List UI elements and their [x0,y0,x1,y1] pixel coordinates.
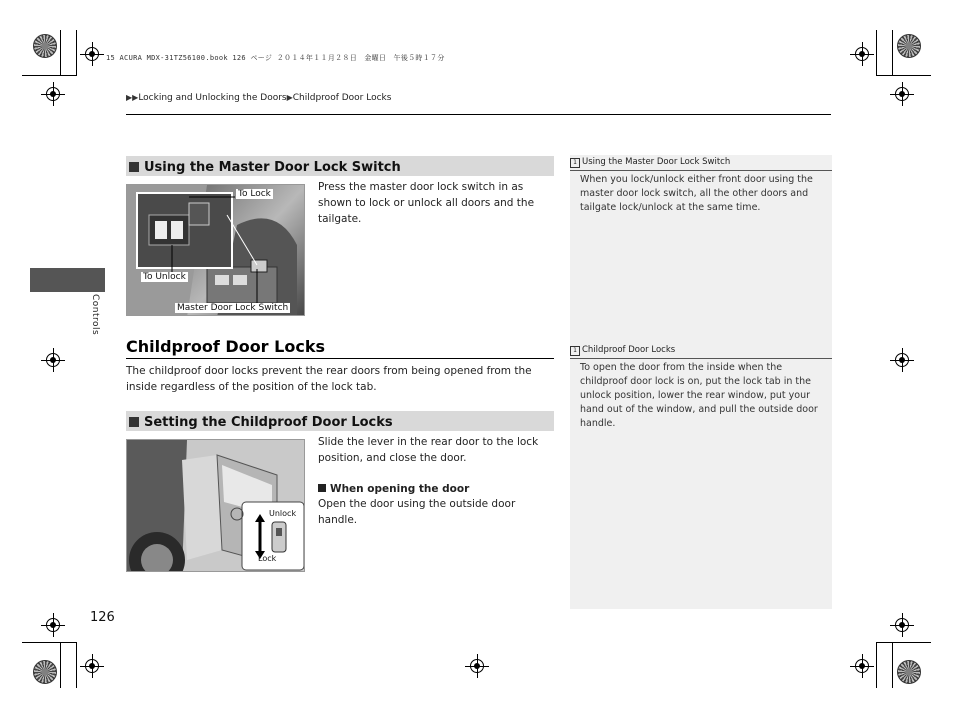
registration-rosette-icon [897,34,921,58]
square-bullet-icon [129,162,139,172]
registration-mark-icon [46,618,60,632]
registration-mark-icon [895,87,909,101]
master-switch-body: Press the master door lock switch in as shown to lock or unlock all doors and the tailgate. [318,181,535,225]
section-tab[interactable] [30,268,105,292]
registration-rosette-icon [33,34,57,58]
door-switch-illustration [127,185,305,316]
registration-mark-icon [470,659,484,673]
unlock-callout: Unlock [269,509,297,518]
page-number: 126 [90,610,115,625]
registration-rosette-icon [33,660,57,684]
arrow-icon: ▶ [286,93,293,102]
rear-door-illustration [127,440,305,572]
registration-mark-icon [855,47,869,61]
to-unlock-callout: To Unlock [143,272,186,282]
childproof-note-title: 1 Childproof Door Locks [570,345,675,356]
opening-subheading [318,481,556,497]
square-bullet-icon [318,484,326,492]
setting-heading-bar [126,411,554,431]
master-switch-photo [126,184,305,316]
childproof-title: Childproof Door Locks [126,337,325,356]
registration-mark-icon [895,618,909,632]
opening-heading: When opening the door [330,483,470,495]
master-switch-heading-bar [126,156,554,176]
reference-icon: 1 [570,158,580,168]
lock-callout: Lock [258,554,277,563]
master-note-rule [570,170,832,171]
double-arrow-icon: ▶▶ [126,93,139,102]
registration-mark-icon [895,353,909,367]
section-tab-label: Controls [90,294,100,336]
childproof-note-rule [570,358,832,359]
print-header: 15 ACURA MDX-31TZ56100.book 126 ページ ２０１４年１１月２８日 金曜日 午後５時１７分 [106,54,445,62]
square-bullet-icon [129,417,139,427]
breadcrumb-part2[interactable]: Childproof Door Locks [292,93,392,103]
childproof-title-rule [126,358,554,359]
master-switch-heading: Using the Master Door Lock Switch [144,160,401,175]
setting-body: Slide the lever in the rear door to the lock position, and close the door. [318,436,539,464]
setting-heading: Setting the Childproof Door Locks [144,415,393,430]
registration-mark-icon [85,659,99,673]
header-rule [126,114,831,115]
registration-mark-icon [46,353,60,367]
opening-body: Open the door using the outside door handle. [318,498,516,526]
master-switch-callout: Master Door Lock Switch [177,303,289,313]
registration-mark-icon [46,87,60,101]
master-note-body: When you lock/unlock either front door using the master door lock switch, all the other doors and tailgate lock/unlock at the same time. [580,174,813,213]
childproof-intro: The childproof door locks prevent the rear doors from being opened from the inside regardless of the position of the lock tab. [126,365,532,393]
registration-mark-icon [85,47,99,61]
breadcrumb-part1[interactable]: Locking and Unlocking the Doors [138,93,287,103]
to-lock-callout: To Lock [238,189,271,199]
registration-mark-icon [855,659,869,673]
breadcrumb [126,93,391,103]
childproof-note-body: To open the door from the inside when the childproof door lock is on, put the lock tab in the unlock position, lower the rear window, put your hand out of the window, and pull the outside door handle. [580,362,818,429]
master-note-title: 1 Using the Master Door Lock Switch [570,157,730,168]
childproof-photo [126,439,305,572]
registration-rosette-icon [897,660,921,684]
reference-icon: 1 [570,346,580,356]
